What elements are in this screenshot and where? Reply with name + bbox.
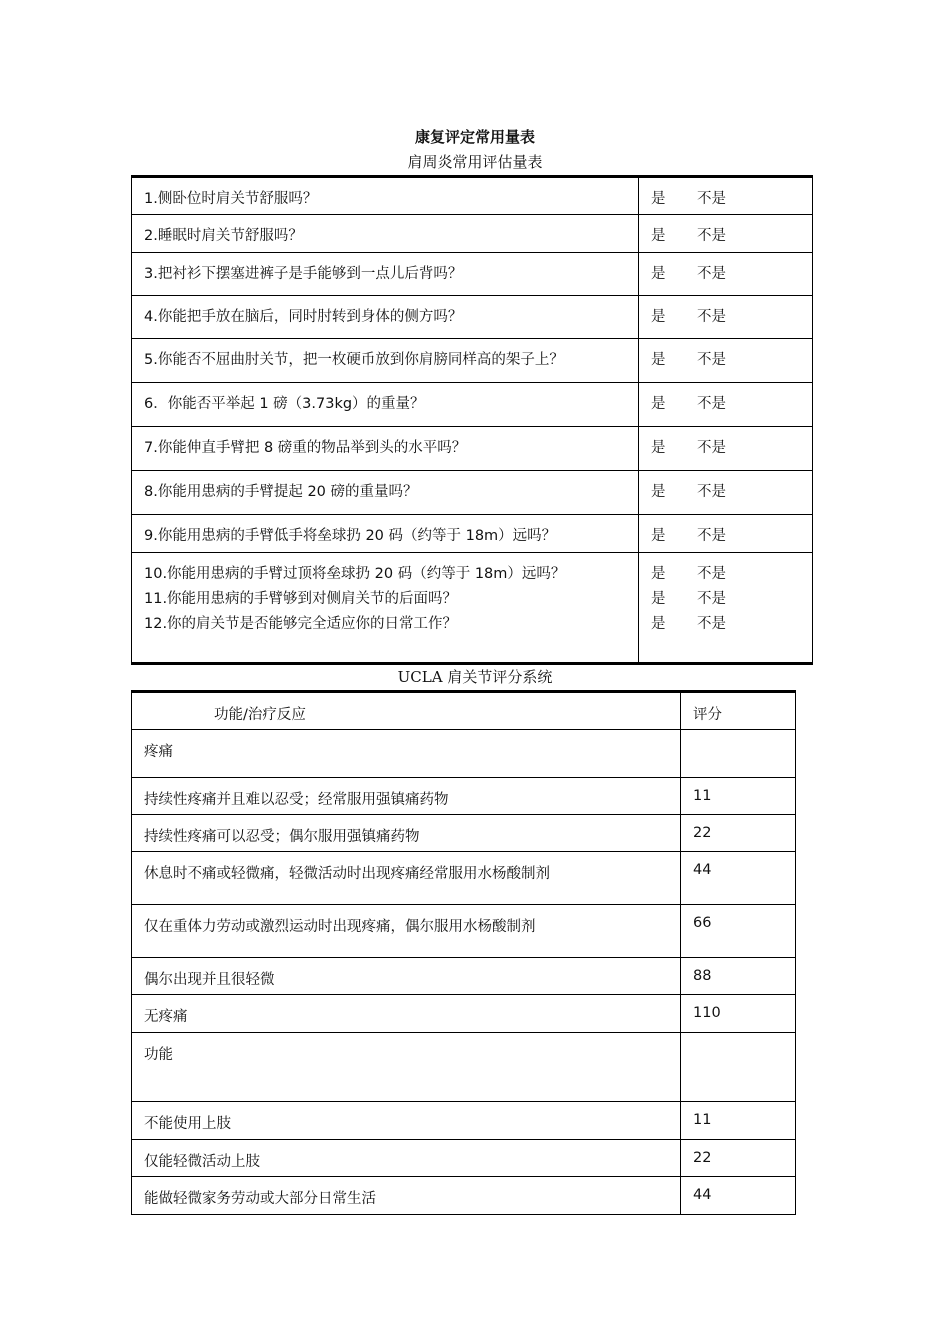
row-score: 11 [681, 778, 796, 815]
row-label: 能做轻微家务劳动或大部分日常生活 [132, 1177, 681, 1215]
ucla-row [132, 778, 796, 815]
row-label: 仅在重体力劳动或激烈运动时出现疼痛，偶尔服用水杨酸制剂 [132, 905, 681, 958]
ucla-row [132, 905, 796, 958]
row-label: 疼痛 [132, 730, 681, 778]
answer-yes: 是 [651, 228, 666, 244]
question-text: 9.你能用患病的手臂低手将垒球扔 20 码（约等于 18m）远吗？ [132, 515, 639, 553]
row-score: 44 [681, 852, 796, 905]
answer-yes: 是 [651, 266, 666, 282]
answer-no: 不是 [697, 440, 726, 456]
row-score [681, 1033, 796, 1102]
ucla-row [132, 1177, 796, 1215]
answer-options [639, 383, 813, 427]
question-row [132, 383, 813, 427]
row-score: 22 [681, 1140, 796, 1177]
row-label: 休息时不痛或轻微痛，轻微活动时出现疼痛经常服用水杨酸制剂 [132, 852, 681, 905]
document-title: 康复评定常用量表 [414, 128, 535, 146]
ucla-row [132, 958, 796, 995]
row-label: 功能 [132, 1033, 681, 1102]
answer-options-group [639, 553, 813, 664]
answer-yes: 是 [651, 191, 666, 207]
question-text: 12.你的肩关节是否能够完全适应你的日常工作？ [144, 616, 458, 632]
answer-yes: 是 [651, 396, 666, 412]
question-row [132, 177, 813, 215]
row-score: 22 [681, 815, 796, 852]
ucla-section-row [132, 1033, 796, 1102]
row-label: 持续性疼痛并且难以忍受；经常服用强镇痛药物 [132, 778, 681, 815]
row-score: 11 [681, 1102, 796, 1140]
row-label: 持续性疼痛可以忍受；偶尔服用强镇痛药物 [132, 815, 681, 852]
ucla-row [132, 995, 796, 1033]
question-text: 8.你能用患病的手臂提起 20 磅的重量吗？ [132, 471, 639, 515]
row-score: 110 [681, 995, 796, 1033]
answer-yes: 是 [651, 352, 666, 368]
answer-yes: 是 [651, 616, 666, 632]
answer-no: 不是 [697, 396, 726, 412]
ucla-header-row [132, 692, 796, 730]
row-score: 44 [681, 1177, 796, 1215]
row-score: 88 [681, 958, 796, 995]
question-text: 4.你能把手放在脑后，同时肘转到身体的侧方吗？ [132, 296, 639, 339]
row-score: 66 [681, 905, 796, 958]
question-row [132, 253, 813, 296]
answer-options [639, 471, 813, 515]
answer-no: 不是 [697, 616, 726, 632]
scale-subtitle: 肩周炎常用评估量表 [407, 153, 543, 171]
question-text: 3.把衬衫下摆塞进裤子是手能够到一点儿后背吗？ [132, 253, 639, 296]
answer-options [639, 296, 813, 339]
answer-no: 不是 [697, 191, 726, 207]
answer-no: 不是 [697, 309, 726, 325]
question-text: 1.侧卧位时肩关节舒服吗？ [132, 177, 639, 215]
question-text-group [132, 553, 639, 664]
answer-yes: 是 [651, 484, 666, 500]
answer-no: 不是 [697, 528, 726, 544]
answer-no: 不是 [697, 484, 726, 500]
answer-yes: 是 [651, 566, 666, 582]
answer-options [639, 427, 813, 471]
question-text: 5.你能否不屈曲肘关节，把一枚硬币放到你肩膀同样高的架子上？ [132, 339, 639, 383]
question-row [132, 339, 813, 383]
question-text: 10.你能用患病的手臂过顶将垒球扔 20 码（约等于 18m）远吗？ [144, 566, 566, 582]
answer-no: 不是 [697, 266, 726, 282]
question-text: 2.睡眠时肩关节舒服吗？ [132, 215, 639, 253]
answer-no: 不是 [697, 228, 726, 244]
question-text: 6．你能否平举起 1 磅（3.73kg）的重量？ [132, 383, 639, 427]
row-label: 仅能轻微活动上肢 [132, 1140, 681, 1177]
question-row [132, 296, 813, 339]
ucla-caption: UCLA 肩关节评分系统 [397, 668, 553, 686]
ucla-row [132, 815, 796, 852]
ucla-row [132, 1140, 796, 1177]
question-row [132, 427, 813, 471]
header-score: 评分 [681, 692, 796, 730]
question-row [132, 515, 813, 553]
row-label: 无疼痛 [132, 995, 681, 1033]
ucla-row [132, 852, 796, 905]
answer-yes: 是 [651, 591, 666, 607]
ucla-row [132, 1102, 796, 1140]
ucla-score-table [131, 690, 796, 1215]
question-row [132, 471, 813, 515]
header-function: 功能/治疗反应 [132, 692, 681, 730]
row-score [681, 730, 796, 778]
row-label: 偶尔出现并且很轻微 [132, 958, 681, 995]
answer-yes: 是 [651, 440, 666, 456]
answer-options [639, 339, 813, 383]
question-row [132, 215, 813, 253]
answer-options [639, 515, 813, 553]
answer-no: 不是 [697, 591, 726, 607]
question-text: 11.你能用患病的手臂够到对侧肩关节的后面吗？ [144, 591, 458, 607]
answer-yes: 是 [651, 528, 666, 544]
row-label: 不能使用上肢 [132, 1102, 681, 1140]
answer-options [639, 253, 813, 296]
ucla-section-row [132, 730, 796, 778]
question-text: 7.你能伸直手臂把 8 磅重的物品举到头的水平吗？ [132, 427, 639, 471]
answer-yes: 是 [651, 309, 666, 325]
answer-options [639, 215, 813, 253]
answer-no: 不是 [697, 566, 726, 582]
question-row-multi [132, 553, 813, 664]
shoulder-questionnaire-table [131, 175, 813, 665]
answer-no: 不是 [697, 352, 726, 368]
answer-options [639, 177, 813, 215]
